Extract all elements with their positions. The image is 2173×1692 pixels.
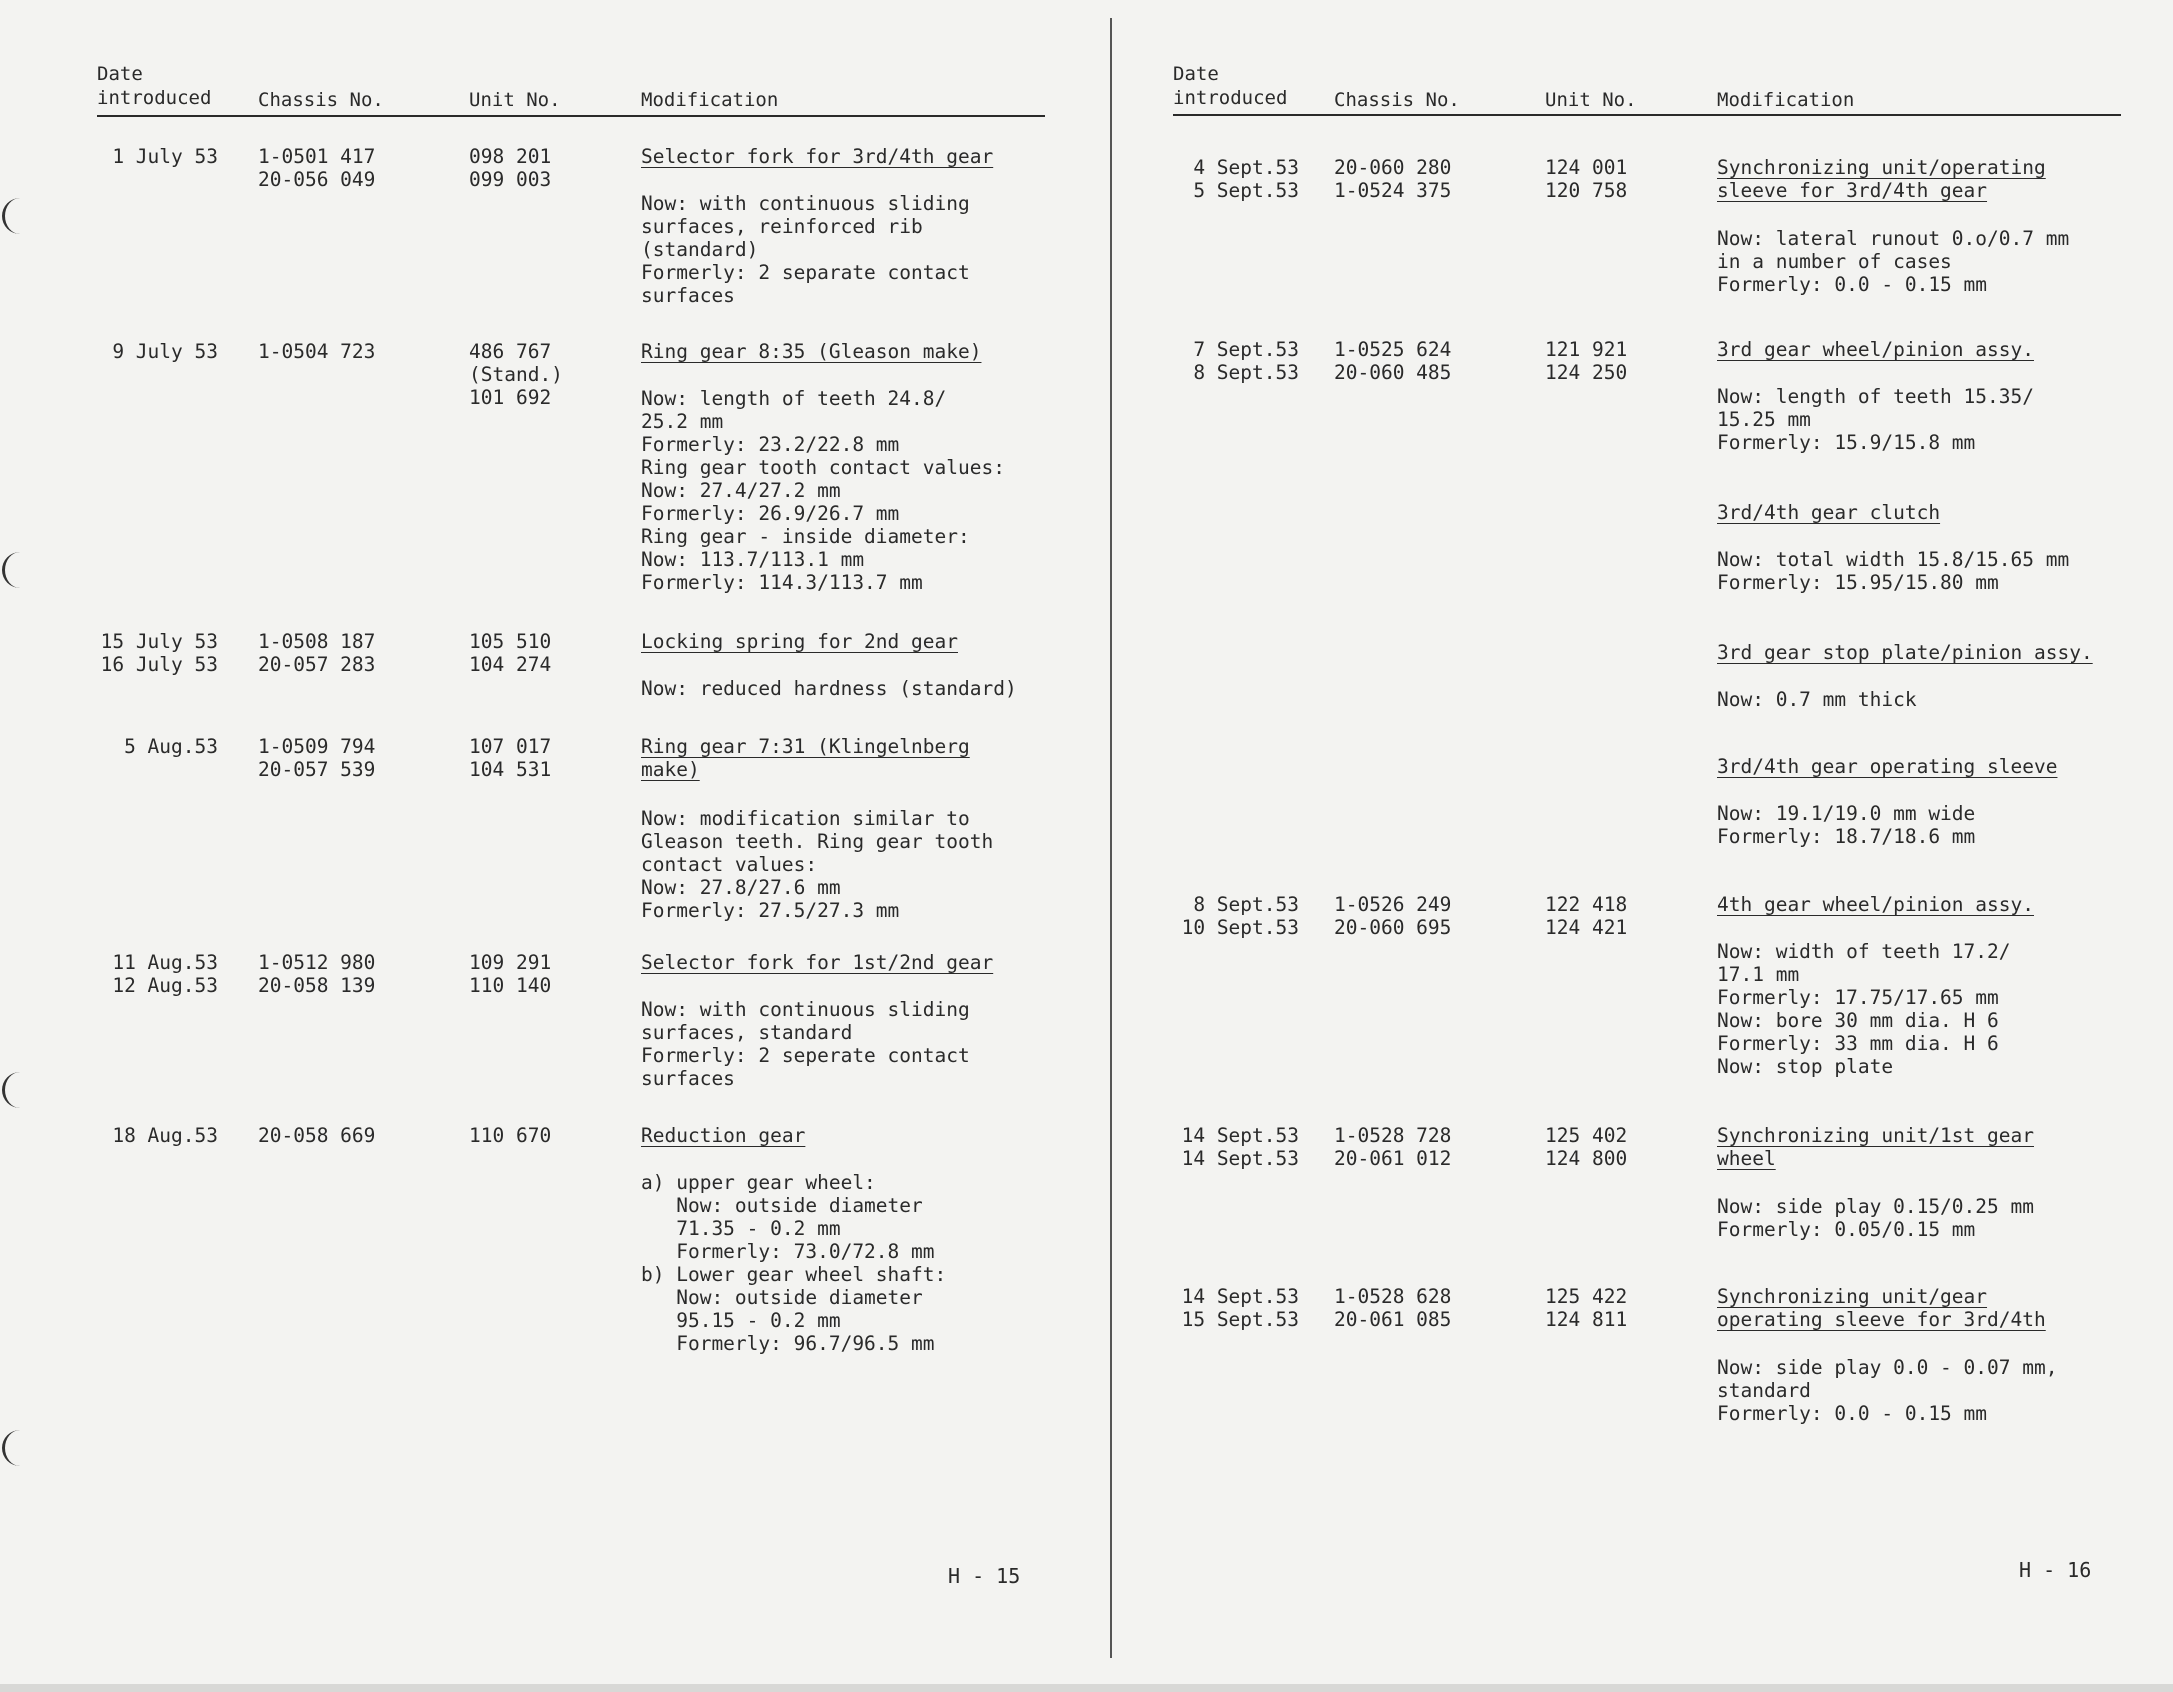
- row-modification-detail: Formerly: 114.3/113.7 mm: [641, 571, 923, 594]
- row-date: 5 Sept.53: [1193, 179, 1299, 202]
- row-modification-detail: (standard): [641, 238, 759, 261]
- row-modification-detail: Now: 19.1/19.0 mm wide: [1717, 802, 1976, 825]
- row-modification-title: wheel: [1717, 1147, 1776, 1170]
- row-modification-detail: b) Lower gear wheel shaft:: [641, 1263, 947, 1286]
- row-date: 14 Sept.53: [1181, 1285, 1299, 1308]
- row-modification-title: Synchronizing unit/operating: [1717, 156, 2046, 179]
- row-modification-detail: Now: width of teeth 17.2/: [1717, 940, 2011, 963]
- row-date: 9 July 53: [112, 340, 218, 363]
- row-modification-detail: 95.15 - 0.2 mm: [641, 1309, 841, 1332]
- row-chassis-no: 1-0528 628: [1334, 1285, 1452, 1308]
- row-modification-detail: Now: with continuous sliding: [641, 192, 970, 215]
- row-modification-title: Selector fork for 1st/2nd gear: [641, 951, 994, 974]
- row-modification-title: Selector fork for 3rd/4th gear: [641, 145, 994, 168]
- row-chassis-no: 20-060 695: [1334, 916, 1452, 939]
- row-modification-detail: Formerly: 23.2/22.8 mm: [641, 433, 900, 456]
- row-modification-title: 3rd/4th gear clutch: [1717, 501, 1941, 524]
- row-unit-no: 124 421: [1545, 916, 1628, 939]
- row-chassis-no: 20-061 085: [1334, 1308, 1452, 1331]
- row-unit-no: 105 510: [469, 630, 552, 653]
- page-number: H - 15: [948, 1564, 1021, 1588]
- row-modification-detail: Now: lateral runout 0.o/0.7 mm: [1717, 227, 2070, 250]
- header-unit: Unit No.: [469, 89, 561, 111]
- row-modification-detail: Formerly: 0.0 - 0.15 mm: [1717, 1402, 1988, 1425]
- row-unit-no: 120 758: [1545, 179, 1628, 202]
- row-modification-title: 4th gear wheel/pinion assy.: [1717, 893, 2034, 916]
- row-modification-title: sleeve for 3rd/4th gear: [1717, 179, 1988, 202]
- row-modification-title: operating sleeve for 3rd/4th: [1717, 1308, 2046, 1331]
- row-modification-detail: Now: total width 15.8/15.65 mm: [1717, 548, 2070, 571]
- row-unit-no: 099 003: [469, 168, 552, 191]
- row-modification-title: Ring gear 7:31 (Klingelnberg: [641, 735, 970, 758]
- row-date: 5 Aug.53: [124, 735, 218, 758]
- row-modification-detail: contact values:: [641, 853, 818, 876]
- row-modification-detail: Formerly: 96.7/96.5 mm: [641, 1332, 935, 1355]
- header-rule: [97, 115, 1045, 117]
- row-unit-no: 109 291: [469, 951, 552, 974]
- row-unit-no: 486 767: [469, 340, 552, 363]
- row-modification-detail: Ring gear tooth contact values:: [641, 456, 1005, 479]
- header-unit: Unit No.: [1545, 89, 1637, 111]
- row-modification-detail: Formerly: 0.0 - 0.15 mm: [1717, 273, 1988, 296]
- row-chassis-no: 1-0526 249: [1334, 893, 1452, 916]
- row-modification-detail: Formerly: 18.7/18.6 mm: [1717, 825, 1976, 848]
- header-date-line2: introduced: [1173, 87, 1288, 109]
- row-date: 1 July 53: [112, 145, 218, 168]
- header-modification: Modification: [641, 89, 779, 111]
- row-modification-detail: Formerly: 2 seperate contact: [641, 1044, 970, 1067]
- row-modification-detail: Now: bore 30 mm dia. H 6: [1717, 1009, 1999, 1032]
- row-date: 8 Sept.53: [1193, 893, 1299, 916]
- row-modification-detail: Formerly: 15.9/15.8 mm: [1717, 431, 1976, 454]
- right-page: [1112, 0, 2173, 1692]
- row-unit-no: 121 921: [1545, 338, 1628, 361]
- row-modification-detail: Formerly: 15.95/15.80 mm: [1717, 571, 1999, 594]
- row-modification-detail: in a number of cases: [1717, 250, 1952, 273]
- row-modification-detail: Now: outside diameter: [641, 1286, 923, 1309]
- row-chassis-no: 20-061 012: [1334, 1147, 1452, 1170]
- row-unit-no: (Stand.): [469, 363, 563, 386]
- row-date: 4 Sept.53: [1193, 156, 1299, 179]
- row-unit-no: 124 001: [1545, 156, 1628, 179]
- row-modification-title: Locking spring for 2nd gear: [641, 630, 958, 653]
- row-date: 15 Sept.53: [1181, 1308, 1299, 1331]
- row-chassis-no: 20-056 049: [258, 168, 376, 191]
- header-date-line1: Date: [1173, 63, 1219, 85]
- row-date: 8 Sept.53: [1193, 361, 1299, 384]
- row-modification-detail: 17.1 mm: [1717, 963, 1800, 986]
- row-unit-no: 125 402: [1545, 1124, 1628, 1147]
- row-modification-title: 3rd/4th gear operating sleeve: [1717, 755, 2058, 778]
- row-modification-detail: Now: stop plate: [1717, 1055, 1894, 1078]
- row-unit-no: 098 201: [469, 145, 552, 168]
- row-chassis-no: 20-058 669: [258, 1124, 376, 1147]
- row-date: 14 Sept.53: [1181, 1147, 1299, 1170]
- row-chassis-no: 1-0504 723: [258, 340, 376, 363]
- row-date: 12 Aug.53: [112, 974, 218, 997]
- row-modification-detail: standard: [1717, 1379, 1811, 1402]
- row-date: 11 Aug.53: [112, 951, 218, 974]
- page-number: H - 16: [2019, 1558, 2092, 1582]
- header-rule: [1173, 114, 2121, 116]
- row-modification-title: 3rd gear stop plate/pinion assy.: [1717, 641, 2093, 664]
- row-date: 18 Aug.53: [112, 1124, 218, 1147]
- row-modification-detail: Formerly: 2 separate contact: [641, 261, 970, 284]
- row-date: 16 July 53: [100, 653, 218, 676]
- row-chassis-no: 1-0512 980: [258, 951, 376, 974]
- row-modification-detail: Now: side play 0.0 - 0.07 mm,: [1717, 1356, 2058, 1379]
- header-chassis: Chassis No.: [1334, 89, 1460, 111]
- row-date: 7 Sept.53: [1193, 338, 1299, 361]
- row-modification-detail: a) upper gear wheel:: [641, 1171, 876, 1194]
- row-modification-detail: 71.35 - 0.2 mm: [641, 1217, 841, 1240]
- row-unit-no: 124 800: [1545, 1147, 1628, 1170]
- row-modification-detail: Now: outside diameter: [641, 1194, 923, 1217]
- row-unit-no: 125 422: [1545, 1285, 1628, 1308]
- row-modification-detail: Formerly: 27.5/27.3 mm: [641, 899, 900, 922]
- row-chassis-no: 20-057 539: [258, 758, 376, 781]
- row-chassis-no: 20-057 283: [258, 653, 376, 676]
- row-chassis-no: 20-058 139: [258, 974, 376, 997]
- row-chassis-no: 20-060 280: [1334, 156, 1452, 179]
- row-chassis-no: 1-0524 375: [1334, 179, 1452, 202]
- row-chassis-no: 1-0508 187: [258, 630, 376, 653]
- header-modification: Modification: [1717, 89, 1855, 111]
- row-modification-title: Synchronizing unit/gear: [1717, 1285, 1988, 1308]
- row-modification-detail: Now: 27.4/27.2 mm: [641, 479, 841, 502]
- row-unit-no: 122 418: [1545, 893, 1628, 916]
- row-modification-detail: Now: 27.8/27.6 mm: [641, 876, 841, 899]
- row-modification-detail: Now: 0.7 mm thick: [1717, 688, 1917, 711]
- row-unit-no: 104 274: [469, 653, 552, 676]
- row-modification-detail: Formerly: 0.05/0.15 mm: [1717, 1218, 1976, 1241]
- row-modification-detail: 25.2 mm: [641, 410, 724, 433]
- row-modification-detail: surfaces, reinforced rib: [641, 215, 923, 238]
- row-modification-detail: Now: length of teeth 15.35/: [1717, 385, 2034, 408]
- row-modification-detail: Now: side play 0.15/0.25 mm: [1717, 1195, 2034, 1218]
- row-modification-detail: Now: length of teeth 24.8/: [641, 387, 947, 410]
- row-unit-no: 124 811: [1545, 1308, 1628, 1331]
- row-modification-detail: Gleason teeth. Ring gear tooth: [641, 830, 994, 853]
- row-unit-no: 107 017: [469, 735, 552, 758]
- row-chassis-no: 1-0509 794: [258, 735, 376, 758]
- row-unit-no: 110 140: [469, 974, 552, 997]
- row-modification-detail: Now: with continuous sliding: [641, 998, 970, 1021]
- row-chassis-no: 20-060 485: [1334, 361, 1452, 384]
- row-modification-detail: Formerly: 33 mm dia. H 6: [1717, 1032, 1999, 1055]
- header-date-line1: Date: [97, 63, 143, 85]
- row-modification-detail: surfaces, standard: [641, 1021, 853, 1044]
- row-modification-detail: Now: reduced hardness (standard): [641, 677, 1017, 700]
- row-modification-title: Reduction gear: [641, 1124, 806, 1147]
- row-date: 15 July 53: [100, 630, 218, 653]
- row-modification-title: Ring gear 8:35 (Gleason make): [641, 340, 982, 363]
- row-unit-no: 101 692: [469, 386, 552, 409]
- row-modification-detail: Formerly: 73.0/72.8 mm: [641, 1240, 935, 1263]
- row-modification-title: make): [641, 758, 700, 781]
- row-modification-detail: Formerly: 26.9/26.7 mm: [641, 502, 900, 525]
- row-modification-detail: Now: 113.7/113.1 mm: [641, 548, 865, 571]
- row-modification-detail: Formerly: 17.75/17.65 mm: [1717, 986, 1999, 1009]
- row-date: 14 Sept.53: [1181, 1124, 1299, 1147]
- row-modification-detail: surfaces: [641, 1067, 735, 1090]
- row-unit-no: 124 250: [1545, 361, 1628, 384]
- row-chassis-no: 1-0525 624: [1334, 338, 1452, 361]
- row-modification-detail: Ring gear - inside diameter:: [641, 525, 970, 548]
- row-date: 10 Sept.53: [1181, 916, 1299, 939]
- row-unit-no: 104 531: [469, 758, 552, 781]
- row-chassis-no: 1-0528 728: [1334, 1124, 1452, 1147]
- header-date-line2: introduced: [97, 87, 212, 109]
- row-modification-detail: Now: modification similar to: [641, 807, 970, 830]
- row-modification-detail: 15.25 mm: [1717, 408, 1811, 431]
- row-chassis-no: 1-0501 417: [258, 145, 376, 168]
- row-modification-title: Synchronizing unit/1st gear: [1717, 1124, 2034, 1147]
- row-unit-no: 110 670: [469, 1124, 552, 1147]
- row-modification-title: 3rd gear wheel/pinion assy.: [1717, 338, 2034, 361]
- header-chassis: Chassis No.: [258, 89, 384, 111]
- row-modification-detail: surfaces: [641, 284, 735, 307]
